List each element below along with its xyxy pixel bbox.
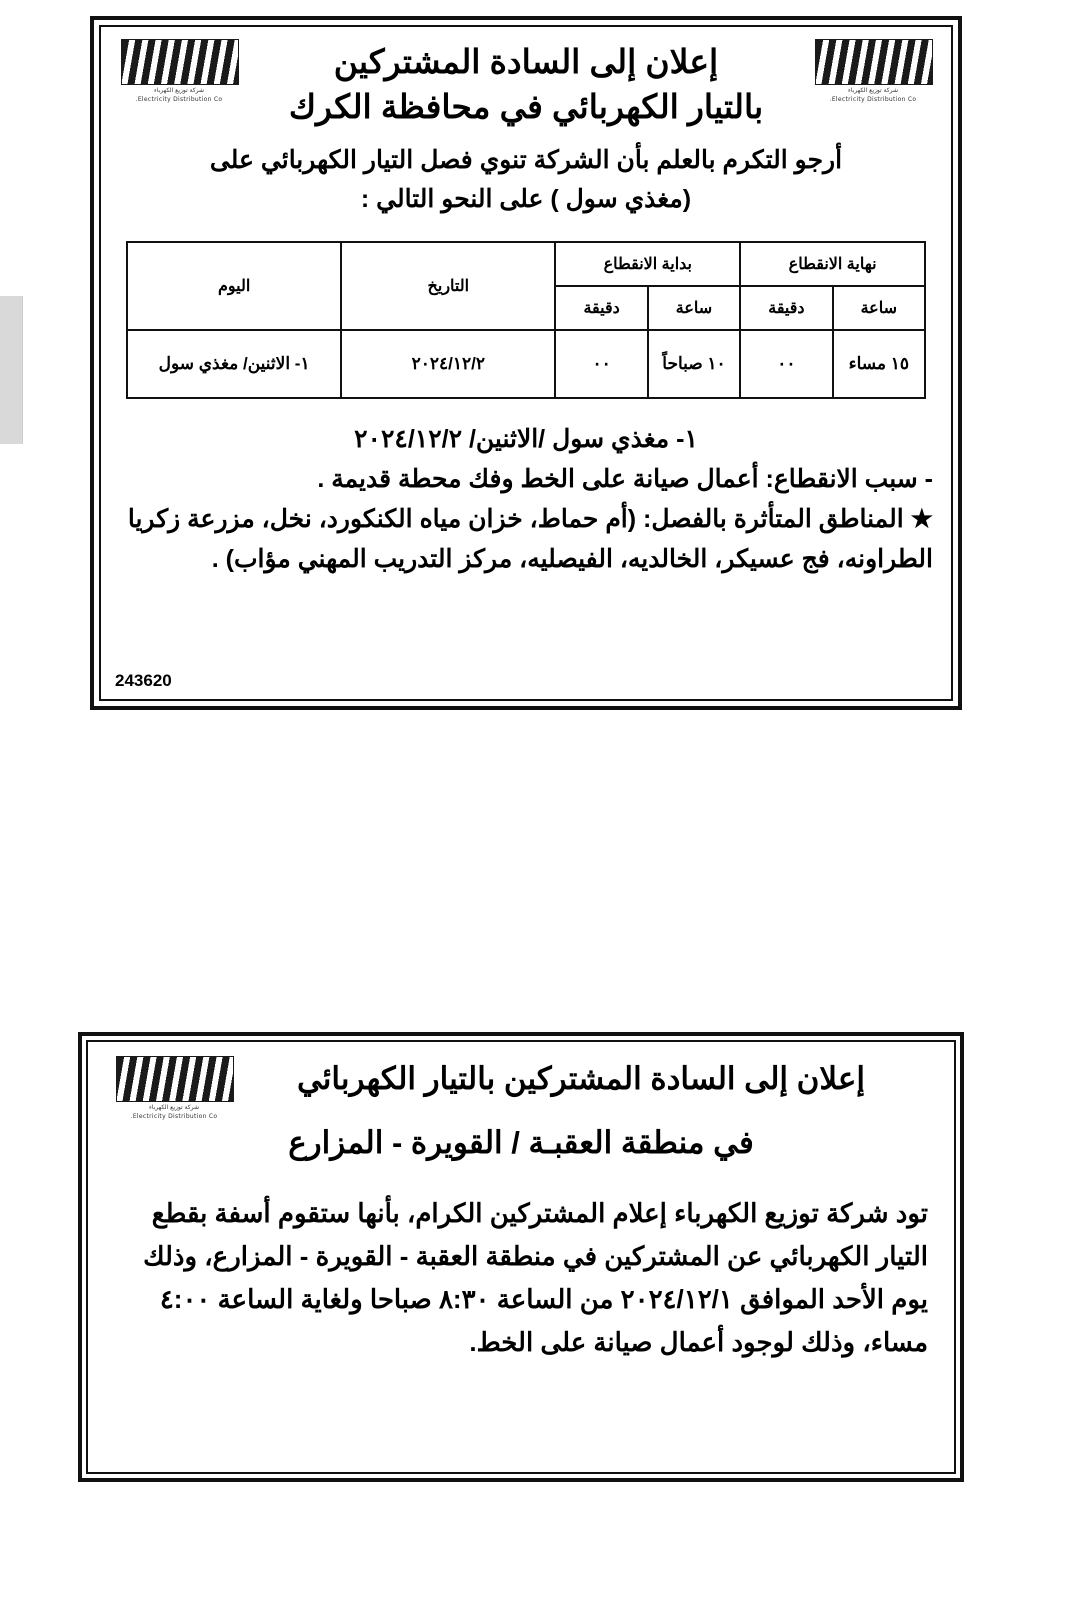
cell-start-hour: ١٠ صباحاً (648, 330, 740, 398)
table-row (127, 330, 925, 398)
reference-number: 243620 (115, 671, 172, 690)
cell-day: ١- الاثنين/ مغذي سول (127, 330, 341, 398)
notice1-header (119, 39, 933, 129)
logo-rays-icon (121, 39, 239, 85)
header-end-of-outage: نهاية الانقطاع (740, 242, 925, 286)
detail-reason-line: - سبب الانقطاع: أعمال صيانة على الخط وفك محطة قديمة . (317, 465, 933, 493)
cell-end-minute: ٠٠ (740, 330, 832, 398)
page-edge-artifact (0, 296, 23, 444)
cell-end-hour: ١٥ مساء (833, 330, 925, 398)
company-logo-left (119, 39, 239, 101)
notice2-title-line2: في منطقة العقبـة / القويرة - المزارع (288, 1125, 754, 1160)
logo-caption-ar: شركة توزيع الكهرباء (848, 87, 898, 94)
header-end-minute: دقيقة (740, 286, 832, 330)
detail-areas-line: ★ المناطق المتأثرة بالفصل: (أم حماط، خزان مياه الكنكورد، نخل، مزرعة زكريا الطراونه، فج عسيكر، الخالديه، الفيصليه، مركز التدريب المهني مؤاب) . (127, 505, 933, 573)
notice2-body-text: تود شركة توزيع الكهرباء إعلام المشتركين الكرام، بأنها ستقوم أسفة بقطع التيار الكهربائي عن المشتركين في منطقة العقبة - القويرة - المزارع، وذلك يوم الأحد الموافق ٢٠٢٤/١٢/١ من الساعة ٨:٣٠ صباحا ولغاية الساعة ٤:٠٠ مساء، وذلك لوجود أعمال صيانة على الخط. (143, 1198, 928, 1357)
logo-caption-ar: شركة توزيع الكهرباء (154, 87, 204, 94)
company-logo-left (114, 1056, 234, 1118)
detail-feeder-line: ١- مغذي سول /الاثنين/ ٢٠٢٤/١٢/٢ (354, 425, 698, 453)
header-end-hour: ساعة (833, 286, 925, 330)
notice2-body (114, 1192, 928, 1364)
notice1-lead-line1: أرجو التكرم بالعلم بأن الشركة تنوي فصل التيار الكهربائي على (209, 146, 843, 174)
notice-card-karak (90, 16, 962, 710)
notice1-lead-line2: (مغذي سول ) على النحو التالي : (360, 185, 692, 213)
header-start-of-outage: بداية الانقطاع (555, 242, 740, 286)
logo-caption-en: Electricity Distribution Co. (130, 1113, 218, 1120)
cell-date: ٢٠٢٤/١٢/٢ (341, 330, 555, 398)
header-start-hour: ساعة (648, 286, 740, 330)
company-logo-right (813, 39, 933, 101)
outage-schedule-table (126, 241, 926, 399)
logo-rays-icon (116, 1056, 234, 1102)
notice1-details (119, 419, 933, 579)
header-day: اليوم (127, 242, 341, 330)
notice1-title-line1: إعلان إلى السادة المشتركين (333, 43, 719, 80)
notice2-title-line1: إعلان إلى السادة المشتركين بالتيار الكهربائي (296, 1061, 866, 1096)
logo-caption-en: Electricity Distribution Co. (829, 96, 917, 103)
cell-start-minute: ٠٠ (555, 330, 647, 398)
notice1-title (239, 39, 813, 129)
notice-card-aqaba (78, 1032, 964, 1482)
notice1-title-line2: بالتيار الكهربائي في محافظة الكرك (288, 88, 764, 125)
table-group-header-row (127, 242, 925, 286)
notice2-header (114, 1056, 928, 1118)
header-date: التاريخ (341, 242, 555, 330)
logo-caption-en: Electricity Distribution Co. (135, 96, 223, 103)
logo-caption-ar: شركة توزيع الكهرباء (149, 1104, 199, 1111)
notice1-lead (119, 141, 933, 219)
logo-rays-icon (815, 39, 933, 85)
header-start-minute: دقيقة (555, 286, 647, 330)
